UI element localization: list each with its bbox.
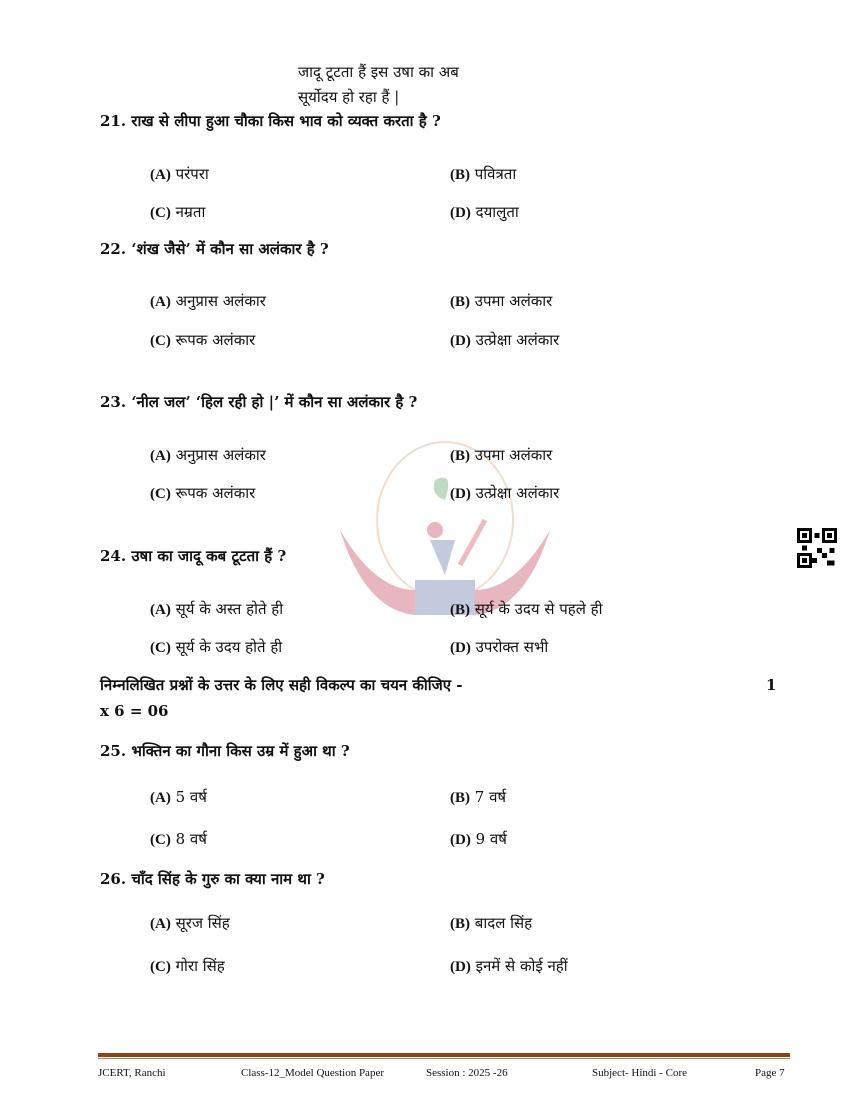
option-c: (C) रूपक अलंकार bbox=[150, 331, 256, 349]
footer-rule bbox=[98, 1053, 790, 1057]
footer-subject: Subject- Hindi - Core bbox=[592, 1067, 688, 1079]
question-26: 26. चाँद सिंह के गुरु का क्या नाम था ? bbox=[100, 870, 325, 888]
option-d: (D) उपरोक्त सभी bbox=[450, 638, 549, 656]
option-b: (B) उपमा अलंकार bbox=[450, 292, 553, 310]
footer-org: JCERT, Ranchi bbox=[98, 1067, 166, 1079]
option-c: (C) 8 वर्ष bbox=[150, 830, 207, 848]
footer-paper: Class-12_Model Question Paper bbox=[241, 1067, 384, 1079]
question-25: 25. भक्तिन का गौना किस उम्र में हुआ था ? bbox=[100, 742, 350, 760]
question-23: 23. ‘नील जल’ ‘हिल रही हो |’ में कौन सा अलंकार है ? bbox=[100, 393, 418, 411]
option-a: (A) परंपरा bbox=[150, 165, 209, 183]
option-b: (B) 7 वर्ष bbox=[450, 788, 507, 806]
poem-line: सूर्योदय हो रहा हैं | bbox=[298, 88, 400, 106]
option-a: (A) सूरज सिंह bbox=[150, 914, 230, 932]
option-c: (C) सूर्य के उदय होते ही bbox=[150, 638, 283, 656]
option-a: (A) अनुप्रास अलंकार bbox=[150, 446, 266, 464]
option-b: (B) पवित्रता bbox=[450, 165, 517, 183]
footer-session: Session : 2025 -26 bbox=[426, 1067, 508, 1079]
section-instruction: निम्नलिखित प्रश्नों के उत्तर के लिए सही विकल्प का चयन कीजिए - bbox=[100, 676, 463, 694]
option-b: (B) उपमा अलंकार bbox=[450, 446, 553, 464]
question-24: 24. उषा का जादू कब टूटता हैं ? bbox=[100, 547, 287, 565]
option-a: (A) अनुप्रास अलंकार bbox=[150, 292, 266, 310]
poem-line: जादू टूटता हैं इस उषा का अब bbox=[298, 63, 459, 81]
option-d: (D) 9 वर्ष bbox=[450, 830, 507, 848]
qr-code-icon bbox=[797, 528, 837, 568]
question-21: 21. राख से लीपा हुआ चौका किस भाव को व्यक्त करता है ? bbox=[100, 112, 441, 130]
option-b: (B) सूर्य के उदय से पहले ही bbox=[450, 600, 603, 618]
option-c: (C) रूपक अलंकार bbox=[150, 484, 256, 502]
option-c: (C) नम्रता bbox=[150, 203, 206, 221]
option-a: (A) 5 वर्ष bbox=[150, 788, 207, 806]
option-d: (D) दयालुता bbox=[450, 203, 519, 221]
option-a: (A) सूर्य के अस्त होते ही bbox=[150, 600, 284, 618]
footer-rule-thin bbox=[98, 1058, 790, 1059]
option-c: (C) गोरा सिंह bbox=[150, 957, 225, 975]
marks-continuation: x 6 = 06 bbox=[100, 702, 169, 720]
option-d: (D) इनमें से कोई नहीं bbox=[450, 957, 568, 975]
option-b: (B) बादल सिंह bbox=[450, 914, 533, 932]
question-22: 22. ‘शंख जैसे’ में कौन सा अलंकार है ? bbox=[100, 240, 329, 258]
option-d: (D) उत्प्रेक्षा अलंकार bbox=[450, 331, 560, 349]
footer-page: Page 7 bbox=[755, 1067, 785, 1079]
marks: 1 bbox=[766, 676, 777, 694]
option-d: (D) उत्प्रेक्षा अलंकार bbox=[450, 484, 560, 502]
